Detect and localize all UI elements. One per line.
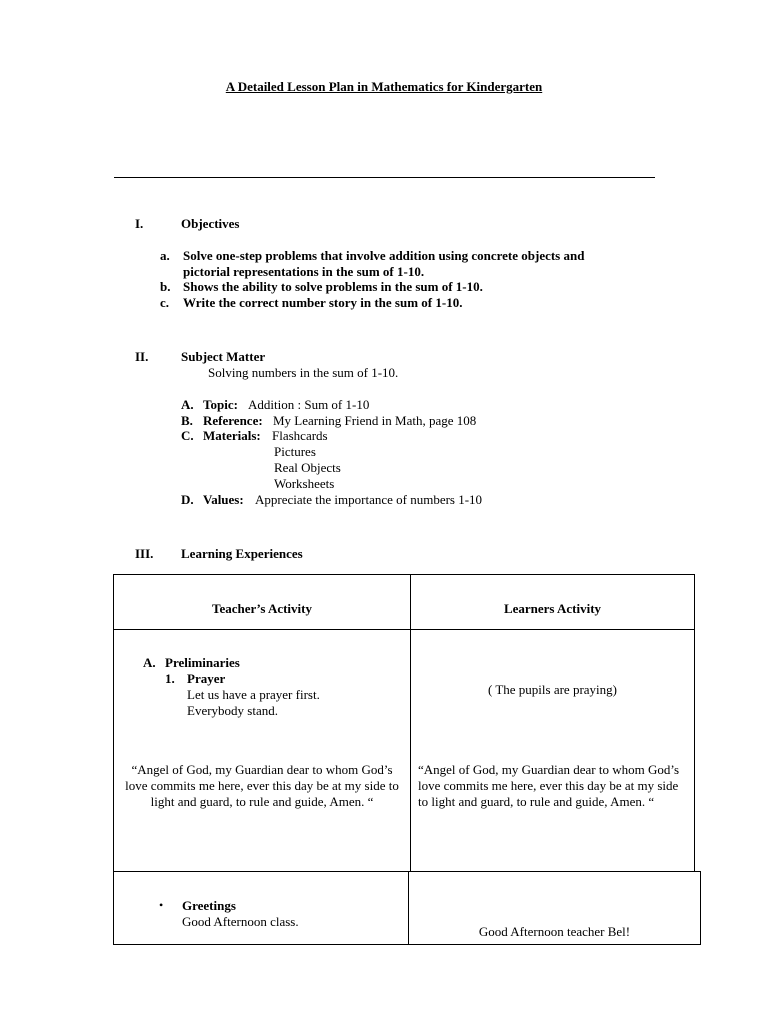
materials-marker: C. [181,428,194,443]
objective-b-marker: b. [160,279,171,294]
learner-preliminaries-cell [410,629,695,872]
learner-greetings-cell [408,871,701,945]
objective-a-marker: a. [160,248,170,263]
values-label: Values: [203,492,244,507]
materials-label: Materials: [203,428,261,443]
materials-item: Pictures [274,444,316,459]
subject-matter-description: Solving numbers in the sum of 1-10. [208,365,399,380]
reference-marker: B. [181,413,193,428]
preliminaries-heading: Preliminaries [165,655,240,670]
document-title: A Detailed Lesson Plan in Mathematics for Kindergarten [225,79,543,94]
topic-label: Topic: [203,397,238,412]
reference-label: Reference: [203,413,263,428]
learner-greeting-line: Good Afternoon teacher Bel! [478,924,631,939]
learner-prayer-text: “Angel of God, my Guardian dear to whom God’s love commits me here, ever this day be at my side to light and guard, to rule and guide, Amen. “ [418,762,680,809]
teacher-greetings-cell [113,871,409,945]
learner-activity-header: Learners Activity [503,601,602,616]
objectives-numeral: I. [135,216,144,231]
teacher-activity-header: Teacher’s Activity [211,601,312,616]
subject-matter-heading: Subject Matter [181,349,266,364]
preliminaries-marker: A. [143,655,156,670]
topic-value: Addition : Sum of 1-10 [248,397,370,412]
objective-c-text: Write the correct number story in the sum of 1-10. [183,295,463,310]
title-divider [114,177,655,178]
teacher-preliminaries-cell [113,629,411,872]
prayer-marker: 1. [165,671,175,686]
materials-item: Flashcards [272,428,328,443]
values-value: Appreciate the importance of numbers 1-10 [255,492,483,507]
teacher-prayer-instruction: Let us have a prayer first. [187,687,320,702]
learning-heading: Learning Experiences [181,546,303,561]
objective-a-text-cont: pictorial representations in the sum of 1-10. [183,264,425,279]
objective-a-text: Solve one-step problems that involve addition using concrete objects and [183,248,585,263]
teacher-prayer-instruction: Everybody stand. [187,703,278,718]
learner-header-cell [410,574,695,630]
subject-matter-numeral: II. [135,349,149,364]
materials-item: Worksheets [274,476,335,491]
greetings-bullet: • [159,898,164,912]
greetings-heading: Greetings [182,898,236,913]
learner-praying-note: ( The pupils are praying) [488,682,617,697]
topic-marker: A. [181,397,194,412]
values-marker: D. [181,492,194,507]
materials-item: Real Objects [274,460,341,475]
objective-b-text: Shows the ability to solve problems in the sum of 1-10. [183,279,483,294]
teacher-header-cell [113,574,411,630]
objective-c-marker: c. [160,295,170,310]
learning-numeral: III. [135,546,154,561]
reference-value: My Learning Friend in Math, page 108 [273,413,477,428]
objectives-heading: Objectives [181,216,240,231]
teacher-prayer-text: “Angel of God, my Guardian dear to whom God’s love commits me here, ever this day be at my side to light and guard, to rule and guide, Amen. “ [125,762,399,809]
prayer-heading: Prayer [187,671,226,686]
teacher-greeting-line: Good Afternoon class. [182,914,299,929]
